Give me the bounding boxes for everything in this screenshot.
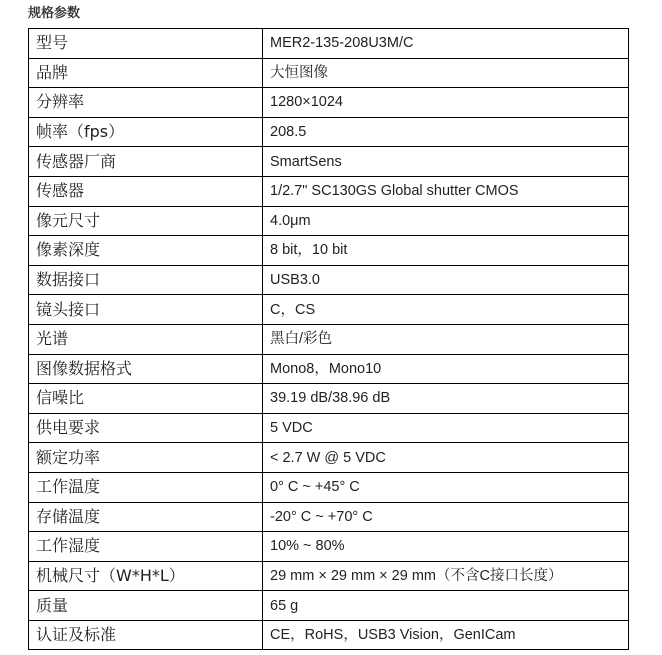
spec-table-body — [29, 29, 629, 650]
spec-value: USB3.0 — [263, 265, 629, 295]
spec-value: 黑白/彩色 — [263, 324, 629, 354]
table-row — [29, 413, 629, 443]
spec-label: 供电要求 — [29, 413, 263, 443]
table-row — [29, 265, 629, 295]
spec-value: MER2-135-208U3M/C — [263, 29, 629, 59]
table-row — [29, 472, 629, 502]
spec-label: 光谱 — [29, 324, 263, 354]
spec-value: 4.0μm — [263, 206, 629, 236]
section-title: 规格参数 — [28, 6, 81, 21]
spec-value: 29 mm × 29 mm × 29 mm（不含C接口长度） — [263, 561, 629, 591]
spec-label: 品牌 — [29, 58, 263, 88]
spec-label: 数据接口 — [29, 265, 263, 295]
table-row — [29, 591, 629, 621]
table-row — [29, 502, 629, 532]
spec-value: C，CS — [263, 295, 629, 325]
spec-label: 镜头接口 — [29, 295, 263, 325]
spec-value: 39.19 dB/38.96 dB — [263, 384, 629, 414]
spec-value: 65 g — [263, 591, 629, 621]
table-row — [29, 384, 629, 414]
spec-label: 质量 — [29, 591, 263, 621]
spec-label: 型号 — [29, 29, 263, 59]
table-row — [29, 29, 629, 59]
table-row — [29, 58, 629, 88]
table-row — [29, 236, 629, 266]
spec-label: 传感器 — [29, 176, 263, 206]
table-row — [29, 176, 629, 206]
table-row — [29, 443, 629, 473]
spec-label: 机械尺寸（W*H*L） — [29, 561, 263, 591]
spec-value: -20° C ~ +70° C — [263, 502, 629, 532]
spec-value: < 2.7 W @ 5 VDC — [263, 443, 629, 473]
spec-label: 额定功率 — [29, 443, 263, 473]
spec-label: 存储温度 — [29, 502, 263, 532]
spec-label: 分辨率 — [29, 88, 263, 118]
spec-label: 传感器厂商 — [29, 147, 263, 177]
spec-value: 10% ~ 80% — [263, 532, 629, 562]
spec-value: 0° C ~ +45° C — [263, 472, 629, 502]
table-row — [29, 354, 629, 384]
spec-value: 大恒图像 — [263, 58, 629, 88]
spec-value: CE，RoHS，USB3 Vision，GenICam — [263, 620, 629, 650]
spec-label: 图像数据格式 — [29, 354, 263, 384]
table-row — [29, 324, 629, 354]
spec-label: 工作温度 — [29, 472, 263, 502]
spec-label: 像素深度 — [29, 236, 263, 266]
table-row — [29, 295, 629, 325]
spec-value: 5 VDC — [263, 413, 629, 443]
table-row — [29, 561, 629, 591]
table-row — [29, 147, 629, 177]
spec-value: SmartSens — [263, 147, 629, 177]
spec-value: 1/2.7" SC130GS Global shutter CMOS — [263, 176, 629, 206]
spec-value: 208.5 — [263, 117, 629, 147]
spec-label: 工作湿度 — [29, 532, 263, 562]
spec-label: 信噪比 — [29, 384, 263, 414]
spec-label: 认证及标准 — [29, 620, 263, 650]
spec-value: 1280×1024 — [263, 88, 629, 118]
spec-value: 8 bit，10 bit — [263, 236, 629, 266]
table-row — [29, 206, 629, 236]
table-row — [29, 117, 629, 147]
table-row — [29, 88, 629, 118]
spec-value: Mono8，Mono10 — [263, 354, 629, 384]
spec-label: 像元尺寸 — [29, 206, 263, 236]
spec-label: 帧率（fps） — [29, 117, 263, 147]
spec-table — [28, 28, 629, 650]
table-row — [29, 620, 629, 650]
table-row — [29, 532, 629, 562]
